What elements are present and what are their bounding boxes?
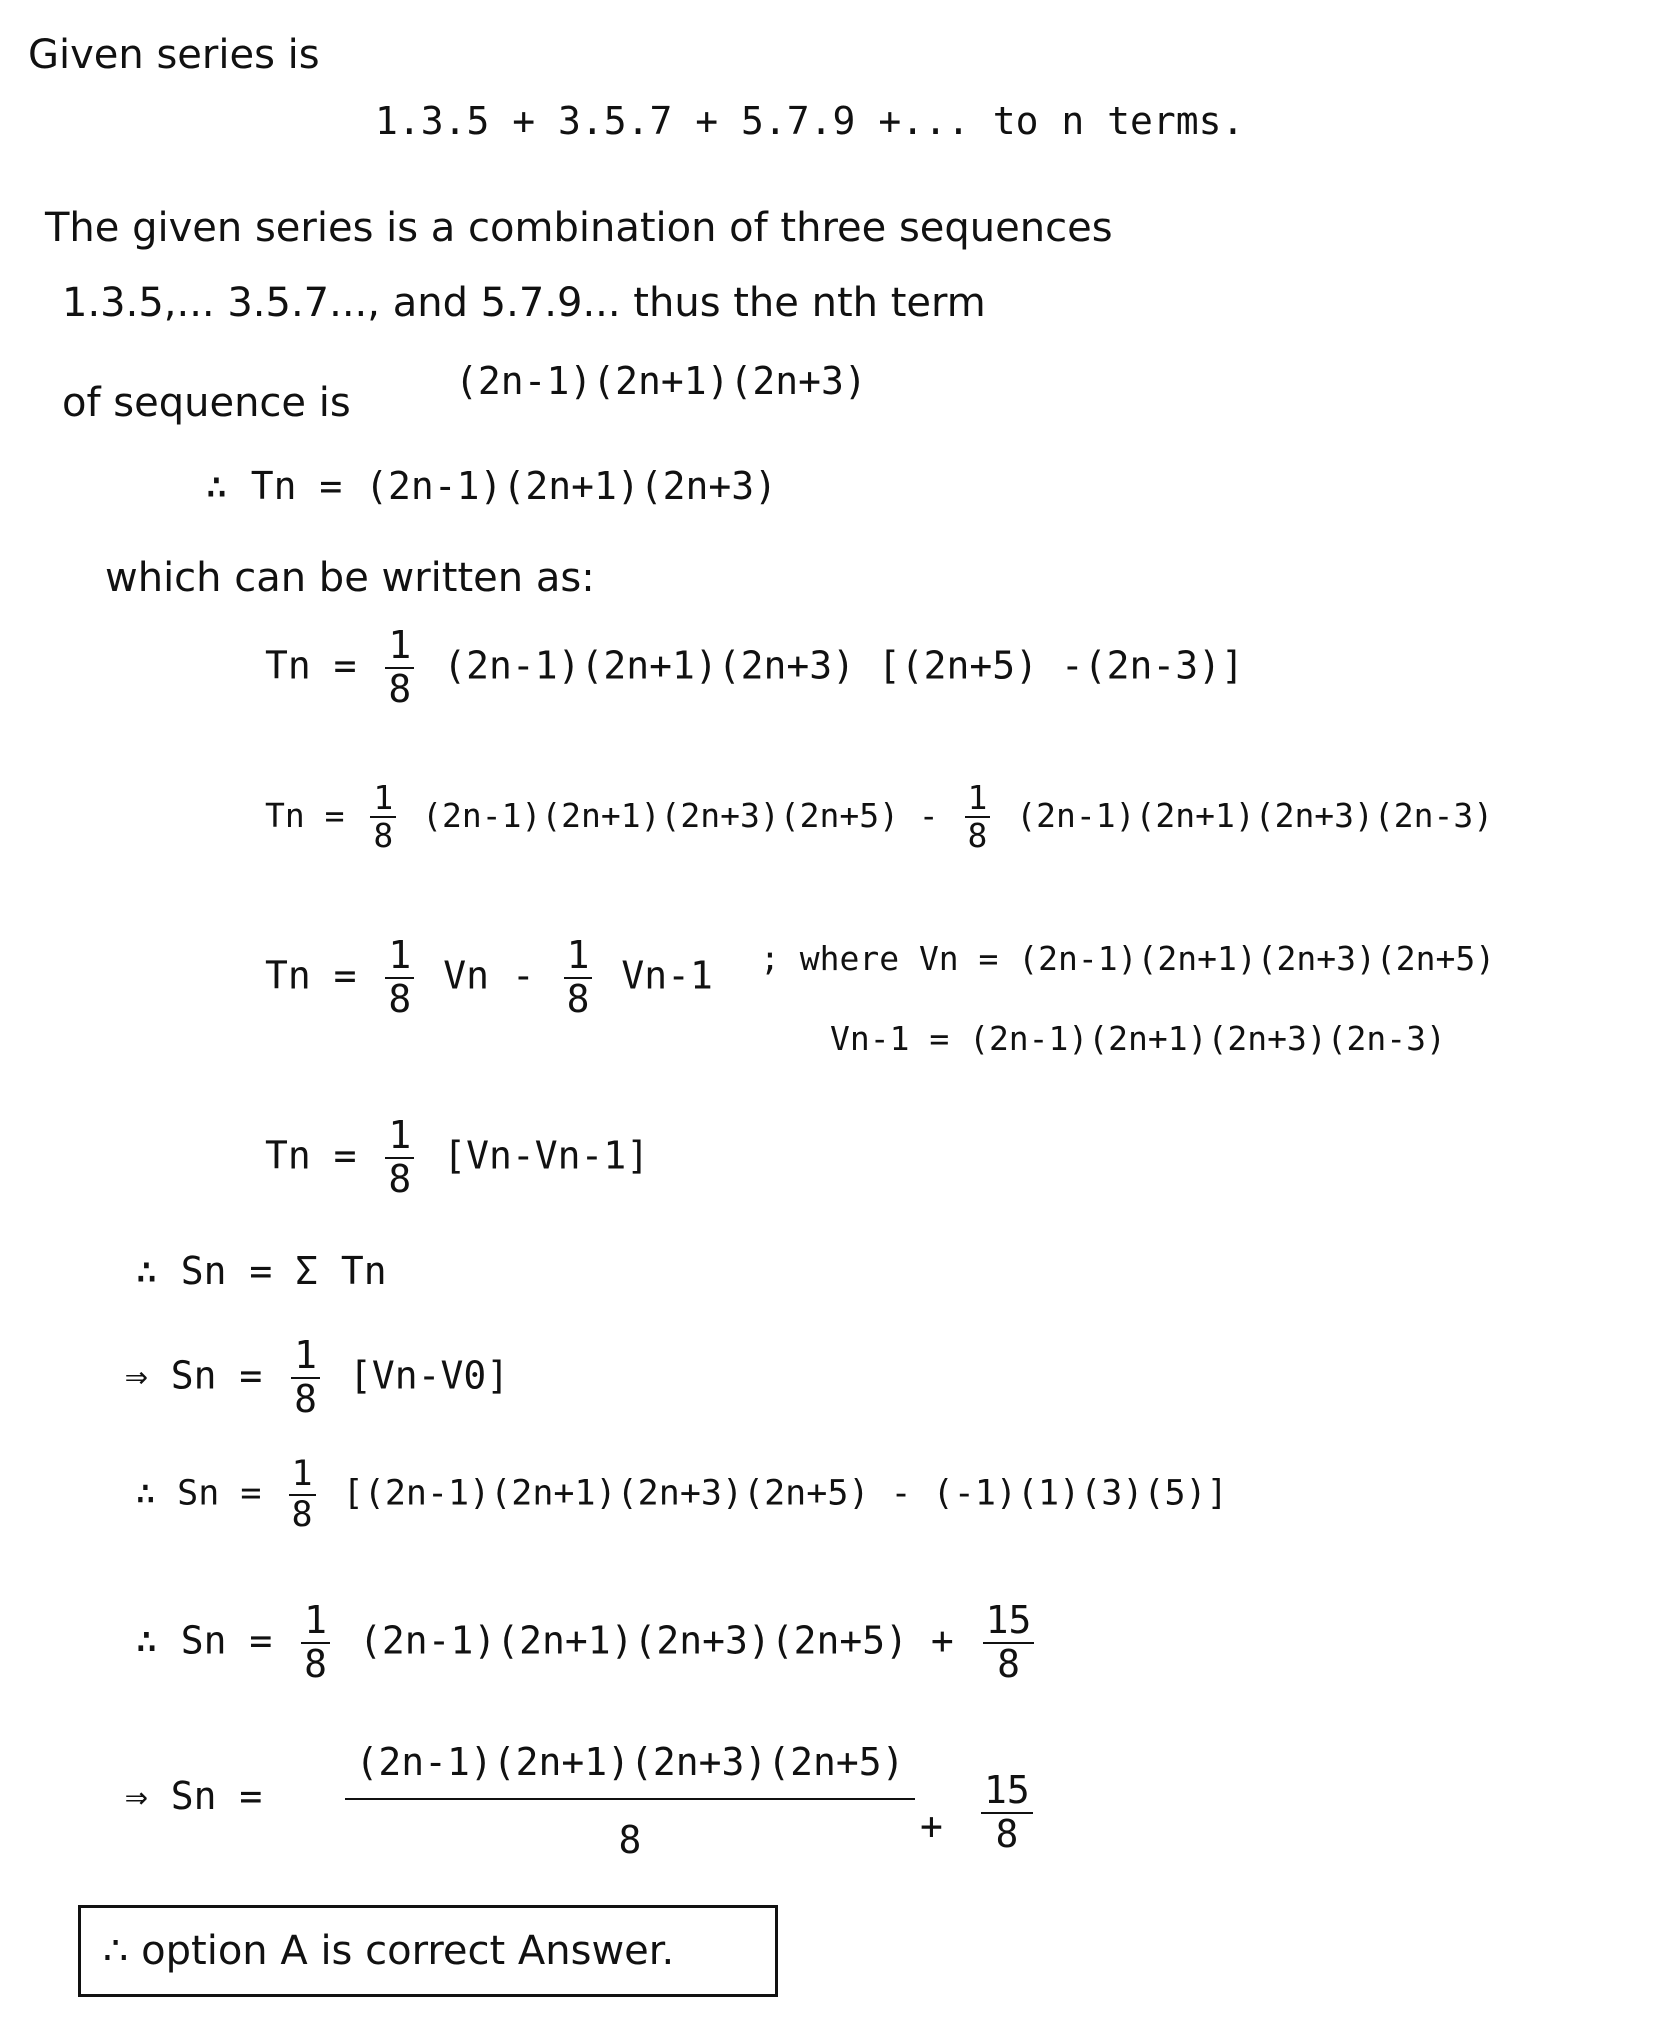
step-3-fraction	[385, 935, 414, 1021]
step-4-equation	[265, 1115, 649, 1201]
step-4-fraction	[385, 1115, 414, 1201]
fraction-denominator: 8	[388, 976, 412, 1021]
sum-step-4-expression: (2n-1)(2n+1)(2n+3)(2n+5) +	[358, 1618, 954, 1663]
final-plus: +	[920, 1804, 943, 1848]
step-2-expression-2: (2n-1)(2n+1)(2n+3)(2n-3)	[1016, 795, 1494, 835]
fraction-denominator: 8	[304, 1641, 328, 1686]
fraction-denominator: 8	[995, 1811, 1019, 1856]
explanation-line-3-expression: (2n-1)(2n+1)(2n+3)	[455, 359, 867, 403]
fraction-numerator: 1	[385, 625, 414, 669]
fraction-numerator: 1	[291, 1335, 320, 1379]
sum-step-2-lhs: ⇒ Sn =	[125, 1353, 263, 1398]
series-expression: 1.3.5 + 3.5.7 + 5.7.9 +... to n terms.	[375, 99, 1245, 143]
sum-step-3-lhs: ∴ Sn =	[135, 1473, 262, 1514]
sum-step-4-lhs: ∴ Sn =	[135, 1618, 273, 1663]
sum-step-2-fraction	[291, 1335, 320, 1421]
final-numerator: (2n-1)(2n+1)(2n+3)(2n+5)	[345, 1740, 914, 1800]
fraction-denominator: 8	[291, 1494, 313, 1535]
fraction-numerator: 1	[370, 780, 396, 818]
step-1-expression: (2n-1)(2n+1)(2n+3) [(2n+5) -(2n-3)]	[443, 643, 1244, 688]
step-3-equation	[265, 935, 713, 1021]
fraction-denominator: 8	[294, 1376, 318, 1421]
step-3-vn: Vn -	[443, 953, 535, 998]
tn-definition	[205, 465, 777, 509]
fraction-numerator: 1	[301, 1600, 330, 1644]
fraction-numerator: 1	[385, 935, 414, 979]
sum-step-3-expression: [(2n-1)(2n+1)(2n+3)(2n+5) - (-1)(1)(3)(5)]	[342, 1473, 1228, 1514]
sum-step-2-expression: [Vn-V0]	[348, 1353, 510, 1398]
rewrite-intro: which can be written as:	[105, 555, 595, 601]
sum-step-3	[135, 1455, 1228, 1534]
sum-step-4	[135, 1600, 1040, 1686]
final-fraction	[355, 1740, 905, 1862]
step-4-expression: [Vn-Vn-1]	[443, 1133, 650, 1178]
tn-expression: (2n-1)(2n+1)(2n+3)	[365, 464, 777, 508]
fraction-numerator: 1	[385, 1115, 414, 1159]
fraction-denominator: 8	[967, 816, 988, 856]
fraction-numerator: 15	[981, 1770, 1033, 1814]
fraction-denominator: 8	[388, 1156, 412, 1201]
final-lhs: ⇒ Sn =	[125, 1774, 263, 1818]
final-constant-fraction	[981, 1770, 1033, 1856]
step-3-lhs: Tn =	[265, 953, 357, 998]
answer-box	[78, 1905, 778, 1997]
final-denominator: 8	[618, 1818, 642, 1862]
step-2-lhs: Tn =	[265, 795, 345, 835]
step-2-expression-1: (2n-1)(2n+1)(2n+3)(2n+5) -	[422, 795, 939, 835]
step-3-where-clause: ; where Vn = (2n-1)(2n+1)(2n+3)(2n+5)	[760, 939, 1496, 978]
sum-step-4-fraction-2	[983, 1600, 1035, 1686]
answer-text: ∴ option A is correct Answer.	[103, 1928, 675, 1974]
sum-step-4-fraction	[301, 1600, 330, 1686]
heading: Given series is	[28, 32, 320, 78]
explanation-line-2: 1.3.5,... 3.5.7..., and 5.7.9... thus the nth term	[62, 280, 986, 326]
fraction-denominator: 8	[997, 1641, 1020, 1686]
final-constant	[975, 1770, 1039, 1856]
fraction-numerator: 1	[965, 780, 991, 818]
tn-prefix: ∴ Tn =	[205, 464, 343, 508]
fraction-numerator: 1	[289, 1455, 316, 1496]
step-3-fraction-2	[564, 935, 593, 1021]
step-4-lhs: Tn =	[265, 1133, 357, 1178]
fraction-denominator: 8	[373, 816, 394, 856]
fraction-numerator: 1	[564, 935, 593, 979]
step-2-fraction-2	[965, 780, 991, 855]
explanation-line-3-label: of sequence is	[62, 380, 351, 426]
sum-step-3-fraction	[289, 1455, 316, 1534]
fraction-numerator: 15	[983, 1600, 1035, 1644]
fraction-denominator: 8	[566, 976, 590, 1021]
fraction-denominator: 8	[388, 666, 412, 711]
step-1-fraction	[385, 625, 414, 711]
step-3-vn-minus-1: Vn-1	[621, 953, 713, 998]
step-2-equation	[265, 780, 1493, 855]
step-1-lhs: Tn =	[265, 643, 357, 688]
sum-step-1: ∴ Sn = Σ Tn	[135, 1249, 387, 1293]
step-3-where-line-2: Vn-1 = (2n-1)(2n+1)(2n+3)(2n-3)	[830, 1019, 1446, 1058]
step-2-fraction	[370, 780, 396, 855]
sum-step-2	[125, 1335, 509, 1421]
explanation-line-1: The given series is a combination of three sequences	[45, 205, 1113, 251]
step-1-equation	[265, 625, 1244, 711]
